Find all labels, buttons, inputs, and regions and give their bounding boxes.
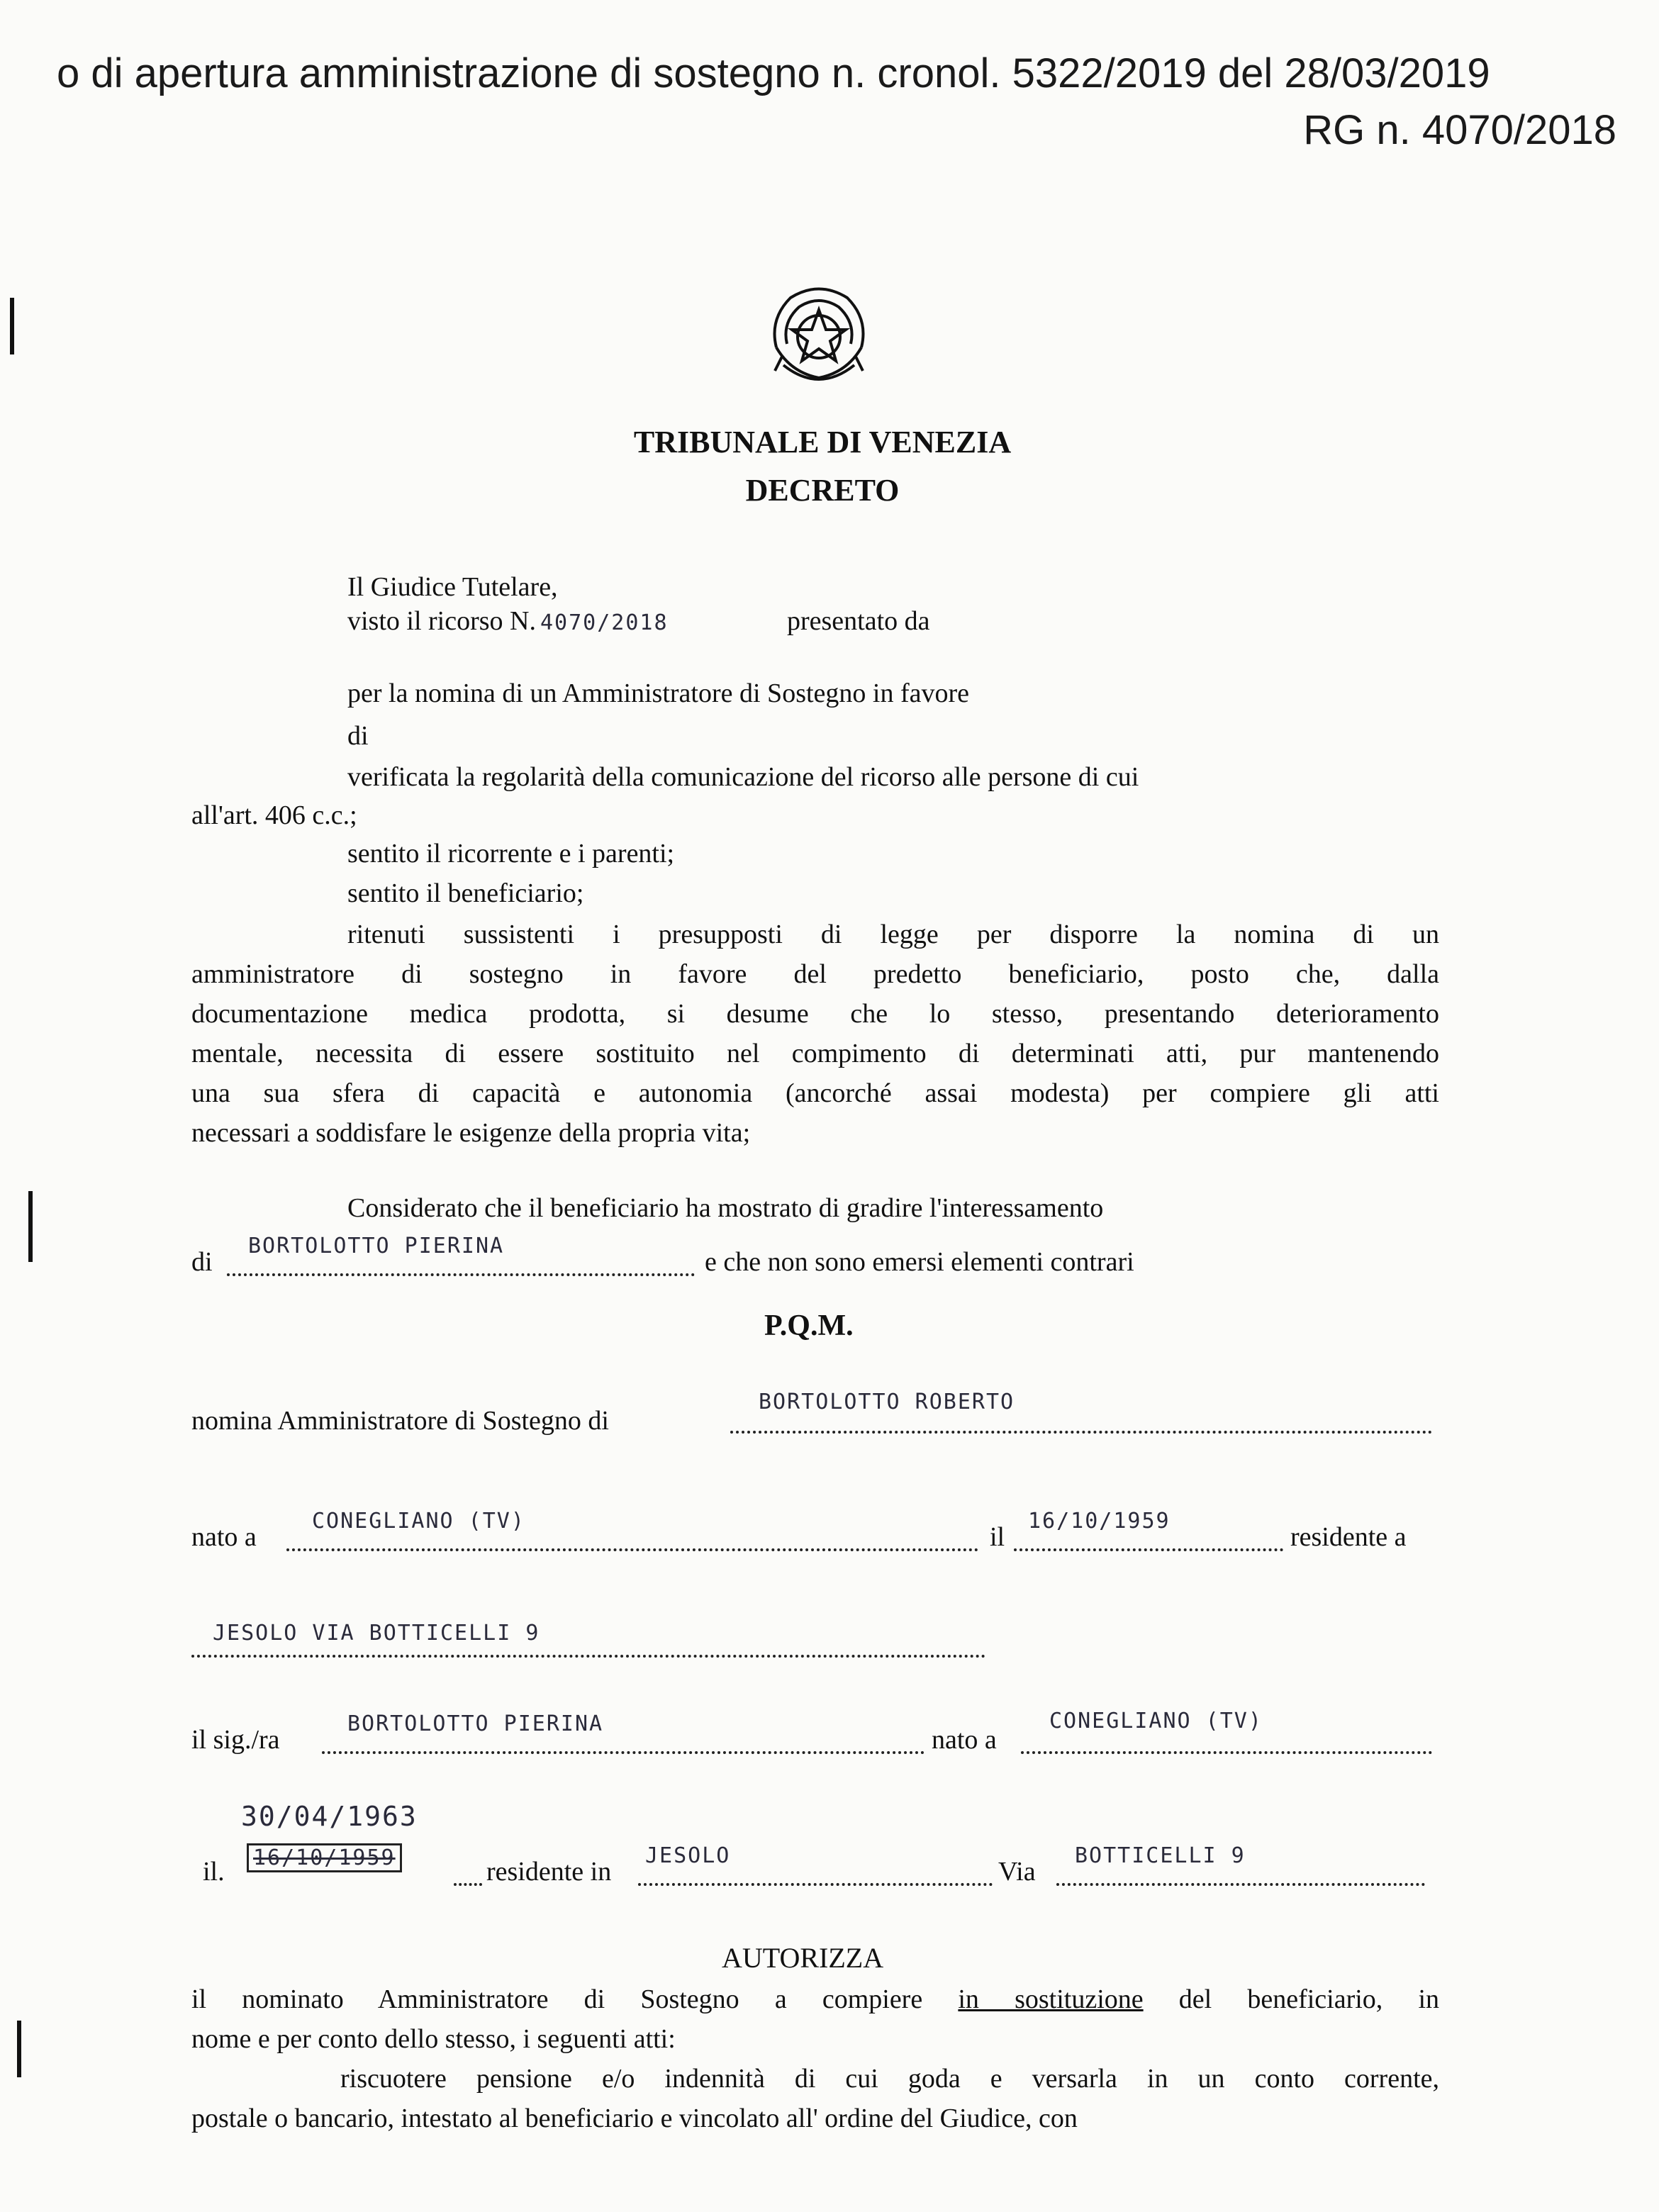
court-name: TRIBUNALE DI VENEZIA <box>633 425 1012 459</box>
sentito-line-1: sentito il ricorrente e i parenti; <box>347 839 675 868</box>
ritenuti-line-6: necessari a soddisfare le esigenze della propria vita; <box>191 1118 751 1148</box>
document-type: DECRETO <box>745 473 900 508</box>
di-label: di <box>347 721 369 751</box>
autorizza-heading: AUTORIZZA <box>722 1942 884 1974</box>
in-sostituzione: in sostituzione <box>958 1984 1144 2014</box>
aut-1a: il nominato Amministratore di Sostegno a compiere <box>191 1984 923 2014</box>
nato-a-handwritten: CONEGLIANO (TV) <box>312 1509 525 1534</box>
aut-1c: del beneficiario, in <box>1178 1984 1440 2014</box>
republic-emblem-icon <box>762 280 876 386</box>
nato-a-label: nato a <box>191 1522 257 1552</box>
header-rg-number: RG n. 4070/2018 <box>1303 107 1616 153</box>
nato-a2-handwritten: CONEGLIANO (TV) <box>1049 1709 1263 1733</box>
ritenuti-line-1: ritenuti sussistenti i presupposti di legge per disporre la nomina di un <box>347 920 1439 949</box>
scan-edge-mark <box>10 298 14 354</box>
sig-ra-name-handwritten: BORTOLOTTO PIERINA <box>347 1711 604 1736</box>
autorizza-line-3: riscuotere pensione e/o indennità di cui goda e versarla in un conto corrente, <box>340 2064 1439 2094</box>
dotted-fill-line <box>638 1883 993 1886</box>
dotted-fill-line <box>1056 1883 1425 1886</box>
dotted-fill-line <box>454 1883 482 1886</box>
ritenuti-line-2: amministratore di sostegno in favore del predetto beneficiario, posto che, dalla <box>191 959 1439 989</box>
sentito-line-2: sentito il beneficiario; <box>347 878 584 908</box>
scan-edge-mark <box>28 1191 33 1262</box>
dotted-fill-line <box>730 1431 1432 1434</box>
ads-name-handwritten: BORTOLOTTO ROBERTO <box>759 1390 1015 1414</box>
via-label: Via <box>998 1857 1036 1887</box>
interessamento-name-handwritten: BORTOLOTTO PIERINA <box>248 1234 505 1258</box>
visto-line <box>347 601 669 643</box>
visto-prefix: visto il ricorso N. <box>347 606 536 636</box>
verificata-line-1: verificata la regolarità della comunicazione del ricorso alle persone di cui <box>347 762 1139 792</box>
scan-edge-mark <box>17 2021 21 2077</box>
pqm-heading: P.Q.M. <box>764 1309 854 1342</box>
residente-in-handwritten: JESOLO <box>645 1843 731 1868</box>
di-label-2: di <box>191 1247 213 1277</box>
nato-a-label-2: nato a <box>932 1725 997 1755</box>
nomina-line: per la nomina di un Amministratore di Sostegno in favore <box>347 678 970 708</box>
dotted-fill-line <box>322 1751 925 1754</box>
residente-a-label: residente a <box>1290 1522 1407 1552</box>
dotted-fill-line <box>227 1273 695 1276</box>
birth-date-handwritten: 16/10/1959 <box>1028 1509 1171 1534</box>
considerato-line: Considerato che il beneficiario ha mostrato di gradire l'interessamento <box>347 1193 1104 1223</box>
ritenuti-line-3: documentazione medica prodotta, si desume che lo stesso, presentando deterioramento <box>191 999 1439 1029</box>
autorizza-line-2: nome e per conto dello stesso, i seguenti atti: <box>191 2024 676 2054</box>
sig-ra-label: il sig./ra <box>191 1725 280 1755</box>
non-emersi-line: e che non sono emersi elementi contrari <box>705 1247 1134 1277</box>
dotted-fill-line <box>191 1655 985 1658</box>
verificata-line-2: all'art. 406 c.c.; <box>191 800 357 830</box>
ritenuti-line-5: una sua sfera di capacità e autonomia (ancorché assai modesta) per compiere gli atti <box>191 1078 1439 1108</box>
header-protocol-line: o di apertura amministrazione di sostegno n. cronol. 5322/2019 del 28/03/2019 <box>57 50 1490 96</box>
ricorso-number-handwritten: 4070/2018 <box>540 610 669 635</box>
il-label: il <box>990 1522 1005 1552</box>
presentato-label: presentato da <box>787 606 930 636</box>
residente-in-label: residente in <box>486 1857 612 1887</box>
crossed-date-handwritten: 16/10/1959 <box>247 1843 402 1872</box>
ritenuti-line-4: mentale, necessita di essere sostituito nel compimento di determinati atti, pur mantenendo <box>191 1039 1439 1068</box>
residence-handwritten: JESOLO VIA BOTTICELLI 9 <box>213 1621 540 1646</box>
dotted-fill-line <box>286 1548 978 1551</box>
autorizza-line-1 <box>191 1979 1439 2019</box>
il-label-2: il. <box>203 1857 225 1887</box>
dotted-fill-line <box>1021 1751 1432 1754</box>
dotted-fill-line <box>1014 1548 1283 1551</box>
giudice-line: Il Giudice Tutelare, <box>347 572 558 602</box>
autorizza-line-4: postale o bancario, intestato al beneficiario e vincolato all' ordine del Giudice, con <box>191 2104 1078 2133</box>
corrected-date-handwritten: 30/04/1963 <box>241 1801 418 1832</box>
via-handwritten: BOTTICELLI 9 <box>1075 1843 1246 1868</box>
nomina-ads-label: nomina Amministratore di Sostegno di <box>191 1406 609 1436</box>
